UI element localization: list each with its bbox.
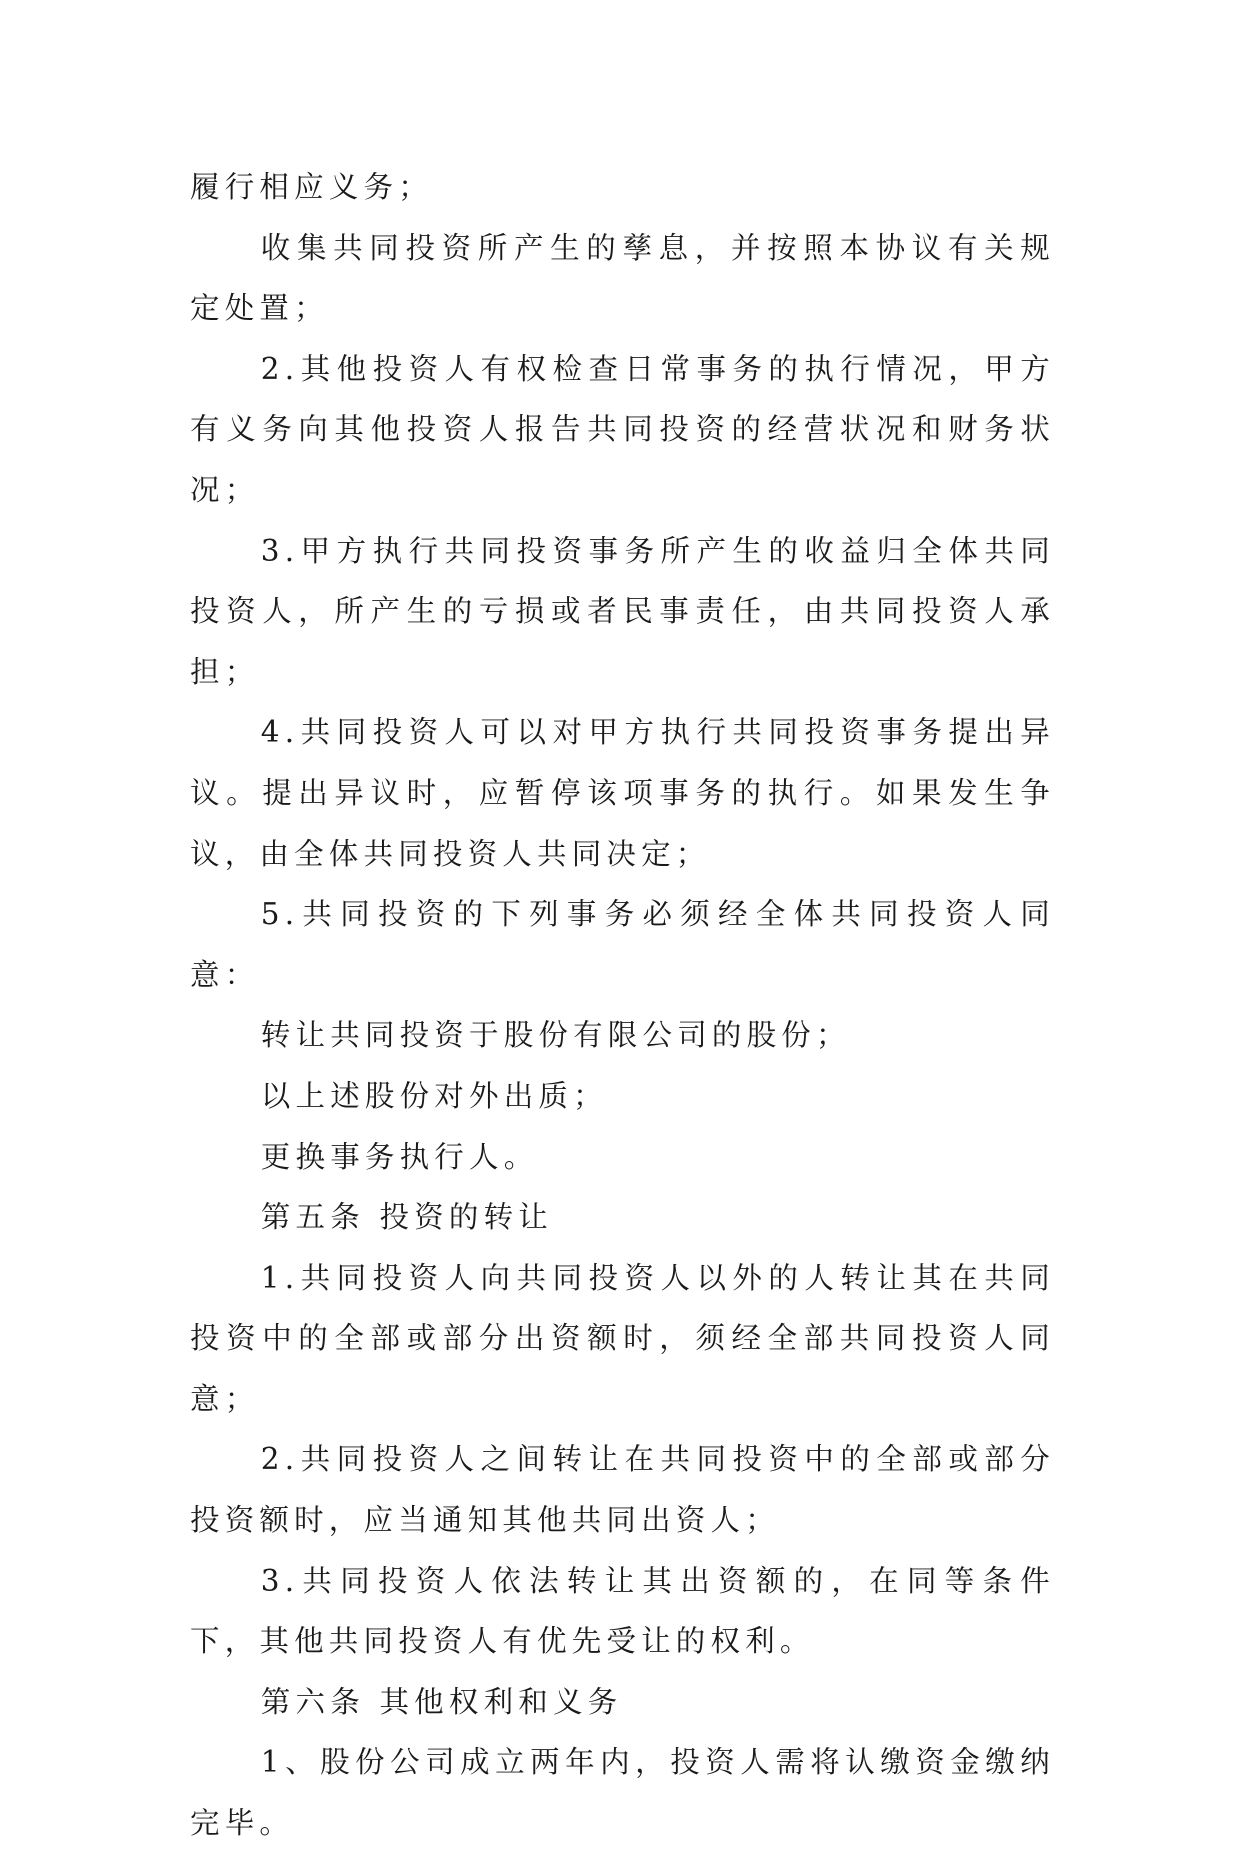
section-heading-article-6: 第六条 其他权利和义务 <box>260 1684 623 1719</box>
paragraph-12: 2.共同投资人之间转让在共同投资中的全部或部分投资额时，应当通知其他共同出资人； <box>190 1442 1055 1538</box>
paragraph-1: 履行相应义务； <box>190 170 433 204</box>
paragraph-9: 更换事务执行人。 <box>260 1139 539 1174</box>
paragraph-5: 4.共同投资人可以对甲方执行共同投资事务提出异议。提出异议时，应暂停该项事务的执行。如果发生争议，由全体共同投资人共同决定； <box>190 715 1055 871</box>
paragraph-8: 以上述股份对外出质； <box>260 1078 608 1113</box>
paragraph-2: 收集共同投资所产生的孳息，并按照本协议有关规定处置； <box>190 230 1055 326</box>
paragraph-4: 3.甲方执行共同投资事务所产生的收益归全体共同投资人，所产生的亏损或者民事责任，由共同投资人承担； <box>190 533 1055 689</box>
paragraph-15: 1、股份公司成立两年内，投资人需将认缴资金缴纳完毕。 <box>190 1745 1055 1841</box>
document-body <box>190 157 1055 1854</box>
paragraph-3: 2.其他投资人有权检查日常事务的执行情况，甲方有义务向其他投资人报告共同投资的经营状况和财务状况； <box>190 351 1055 507</box>
section-heading-article-5: 第五条 投资的转让 <box>260 1200 553 1235</box>
paragraph-13: 3.共同投资人依法转让其出资额的，在同等条件下，其他共同投资人有优先受让的权利。 <box>190 1563 1055 1659</box>
paragraph-7: 转让共同投资于股份有限公司的股份； <box>260 1018 851 1053</box>
paragraph-6: 5.共同投资的下列事务必须经全体共同投资人同意： <box>190 897 1055 992</box>
paragraph-11: 1.共同投资人向共同投资人以外的人转让其在共同投资中的全部或部分出资额时，须经全部共同投资人同意； <box>190 1260 1055 1416</box>
